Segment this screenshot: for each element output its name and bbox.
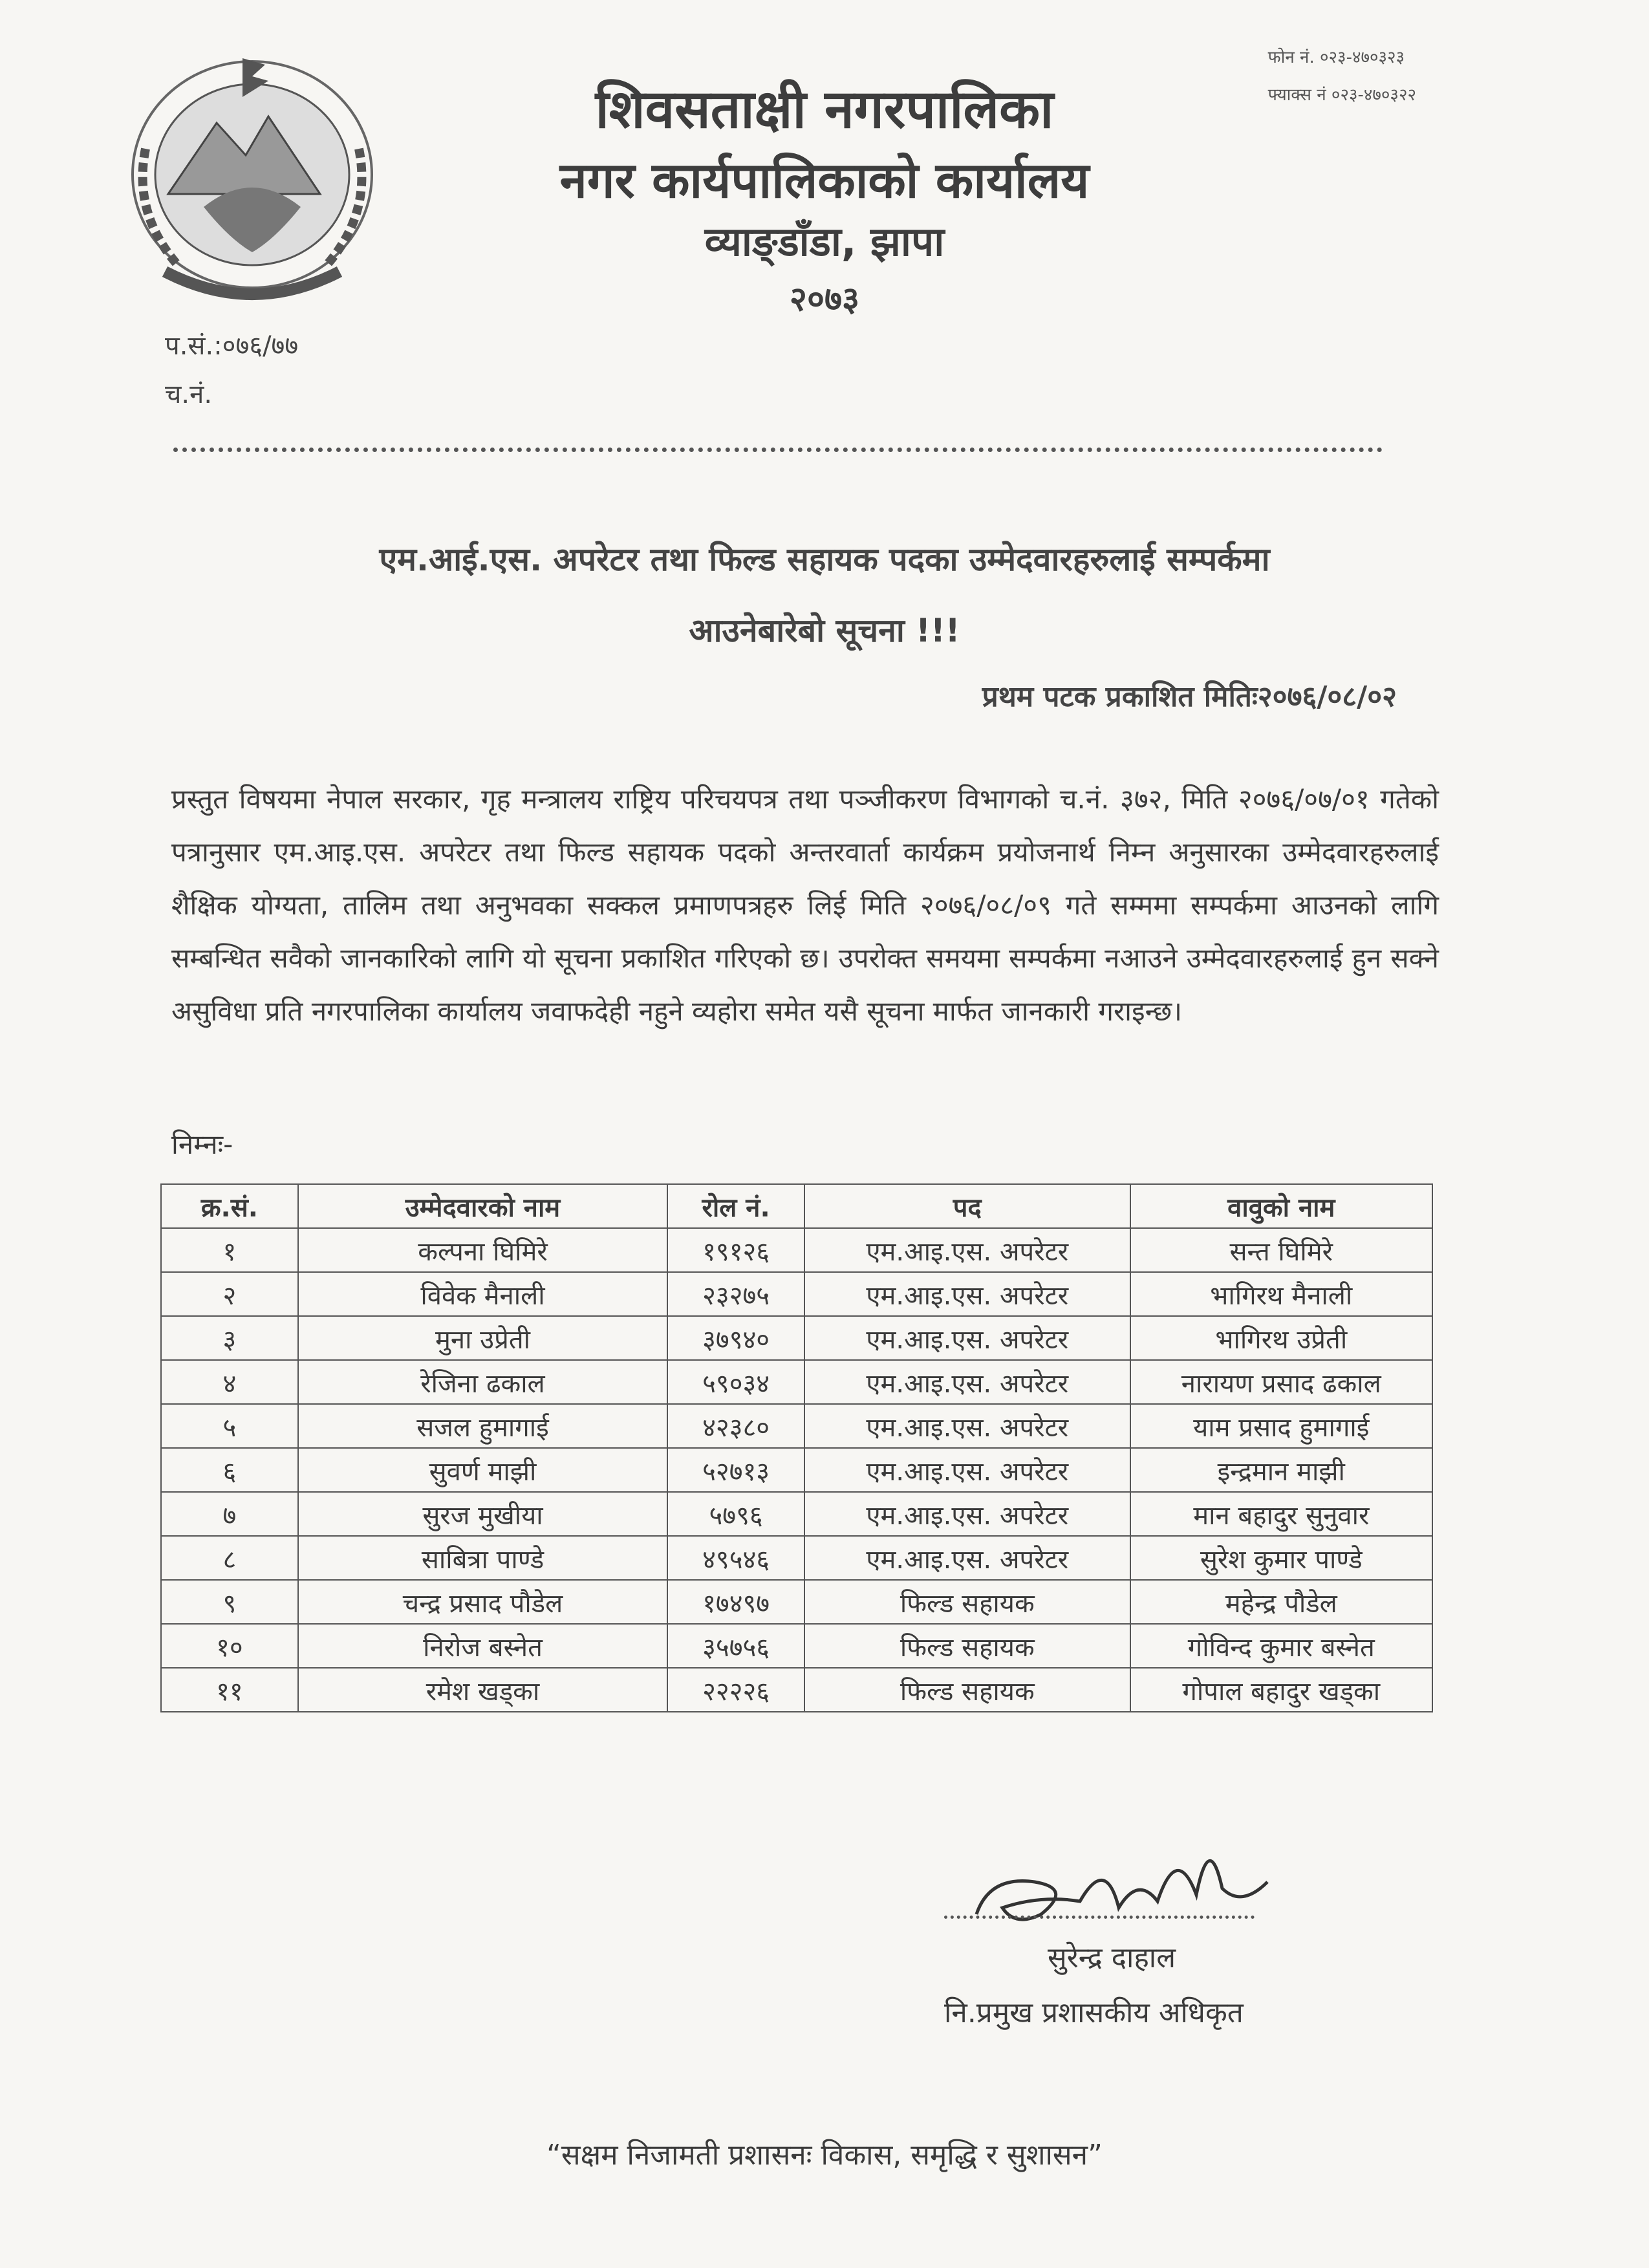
serial-cell: ६ (161, 1448, 298, 1492)
header-candidate-name: उम्मेदवारको नाम (298, 1184, 667, 1228)
roll-number-cell: ५९०३४ (667, 1360, 804, 1404)
roll-number-cell: १९१२६ (667, 1228, 804, 1272)
post-cell: फिल्ड सहायक (804, 1580, 1130, 1624)
table-row (161, 1624, 1432, 1668)
father-name-cell: सन्त घिमिरे (1130, 1228, 1432, 1272)
serial-cell: १० (161, 1624, 298, 1668)
serial-cell: ११ (161, 1668, 298, 1712)
candidate-name-cell: चन्द्र प्रसाद पौडेल (298, 1580, 667, 1624)
serial-cell: ३ (161, 1316, 298, 1360)
published-date: प्रथम पटक प्रकाशित मितिः२०७६/०८/०२ (982, 680, 1397, 713)
candidate-name-cell: रेजिना ढकाल (298, 1360, 667, 1404)
father-name-cell: गोपाल बहादुर खड्का (1130, 1668, 1432, 1712)
roll-number-cell: २२२२६ (667, 1668, 804, 1712)
roll-number-cell: ३५७५६ (667, 1624, 804, 1668)
candidate-name-cell: विवेक मैनाली (298, 1272, 667, 1316)
footer-motto: “सक्षम निजामती प्रशासनः विकास, समृद्धि र सुशासन” (546, 2139, 1103, 2172)
post-cell: एम.आइ.एस. अपरेटर (804, 1404, 1130, 1448)
roll-number-cell: ५२७१३ (667, 1448, 804, 1492)
father-name-cell: गोविन्द कुमार बस्नेत (1130, 1624, 1432, 1668)
notice-subject (0, 524, 1649, 666)
father-name-cell: मान बहादुर सुनुवार (1130, 1492, 1432, 1536)
signature-mark (964, 1817, 1352, 1947)
table-body (161, 1228, 1432, 1712)
post-cell: एम.आइ.एस. अपरेटर (804, 1536, 1130, 1580)
post-cell: एम.आइ.एस. अपरेटर (804, 1492, 1130, 1536)
post-cell: एम.आइ.एस. अपरेटर (804, 1228, 1130, 1272)
header-serial: क्र.सं. (161, 1184, 298, 1228)
table-row (161, 1492, 1432, 1536)
table-header-row (161, 1184, 1432, 1228)
candidate-name-cell: साबित्रा पाण्डे (298, 1536, 667, 1580)
table-row (161, 1360, 1432, 1404)
candidate-name-cell: निरोज बस्नेत (298, 1624, 667, 1668)
post-cell: एम.आइ.एस. अपरेटर (804, 1360, 1130, 1404)
roll-number-cell: ४९५४६ (667, 1536, 804, 1580)
candidate-table (160, 1183, 1433, 1712)
candidate-name-cell: सुरज मुखीया (298, 1492, 667, 1536)
subject-line-2: आउनेबारेबो सूचना !!! (689, 612, 960, 649)
candidate-name-cell: सुवर्ण माझी (298, 1448, 667, 1492)
serial-cell: २ (161, 1272, 298, 1316)
header-roll-number: रोल नं. (667, 1184, 804, 1228)
father-name-cell: सुरेश कुमार पाण्डे (1130, 1536, 1432, 1580)
candidate-name-cell: कल्पना घिमिरे (298, 1228, 667, 1272)
father-name-cell: भागिरथ मैनाली (1130, 1272, 1432, 1316)
roll-number-cell: ४२३८० (667, 1404, 804, 1448)
phone-number: फोन नं. ०२३-४७०३२३ (1267, 48, 1405, 67)
post-cell: फिल्ड सहायक (804, 1624, 1130, 1668)
father-name-cell: भागिरथ उप्रेती (1130, 1316, 1432, 1360)
candidate-name-cell: रमेश खड्का (298, 1668, 667, 1712)
serial-cell: ५ (161, 1404, 298, 1448)
fiscal-year-ref: प.सं.:०७६/७७ (165, 331, 299, 361)
header-post: पद (804, 1184, 1130, 1228)
roll-number-cell: १७४९७ (667, 1580, 804, 1624)
father-name-cell: याम प्रसाद हुमागाई (1130, 1404, 1432, 1448)
serial-cell: १ (161, 1228, 298, 1272)
table-row (161, 1228, 1432, 1272)
table-row (161, 1580, 1432, 1624)
notice-body: प्रस्तुत विषयमा नेपाल सरकार, गृह मन्त्रालय राष्ट्रिय परिचयपत्र तथा पञ्जीकरण विभागको च.नं. ३७२, मिति २०७६/०७/०१ गतेको पत्रानुसार एम.आइ.एस. अपरेटर तथा फिल्ड सहायक पदको अन्तरवार्ता कार्यक्रम प्रयोजनार्थ निम्न अनुसारका उम्मेदवारहरुलाई शैक्षिक योग्यता, तालिम तथा अनुभवका सक्कल प्रमाणपत्रहरु लिई मिति २०७६/०८/०९ गते सम्ममा सम्पर्कमा आउनको लागि सम्बन्धित सवैको जानकारिको लागि यो सूचना प्रकाशित गरिएको छ। उपरोक्त समयमा सम्पर्कमा नआउने उम्मेदवारहरुलाई हुन सक्ने असुविधा प्रति नगरपालिका कार्यालय जवाफदेही नहुने व्यहोरा समेत यसै सूचना मार्फत जानकारी गराइन्छ। (171, 783, 1439, 1027)
header-divider (173, 448, 1383, 452)
table-row (161, 1448, 1432, 1492)
table-row (161, 1668, 1432, 1712)
header-father-name: वावुको नाम (1130, 1184, 1432, 1228)
established-year: २०७३ (789, 280, 860, 319)
table-row (161, 1536, 1432, 1580)
candidate-name-cell: सजल हुमागाई (298, 1404, 667, 1448)
table-row (161, 1316, 1432, 1360)
post-cell: फिल्ड सहायक (804, 1668, 1130, 1712)
post-cell: एम.आइ.एस. अपरेटर (804, 1448, 1130, 1492)
father-name-cell: महेन्द्र पौडेल (1130, 1580, 1432, 1624)
father-name-cell: इन्द्रमान माझी (1130, 1448, 1432, 1492)
roll-number-cell: ३७९४० (667, 1316, 804, 1360)
office-location: व्याङ्डाँडा, झापा (704, 218, 945, 265)
post-cell: एम.आइ.एस. अपरेटर (804, 1316, 1130, 1360)
fax-number: फ्याक्स नं ०२३-४७०३२२ (1267, 85, 1416, 105)
serial-cell: ८ (161, 1536, 298, 1580)
father-name-cell: नारायण प्रसाद ढकाल (1130, 1360, 1432, 1404)
post-cell: एम.आइ.एस. अपरेटर (804, 1272, 1130, 1316)
below-label: निम्नः- (171, 1129, 233, 1160)
signatory-name: सुरेन्द्र दाहाल (1048, 1941, 1176, 1974)
subject-line-1: एम.आई.एस. अपरेटर तथा फिल्ड सहायक पदका उम्मेदवारहरुलाई सम्पर्कमा (379, 541, 1270, 578)
roll-number-cell: ५७९६ (667, 1492, 804, 1536)
signatory-title: नि.प्रमुख प्रशासकीय अधिकृत (944, 1996, 1244, 2029)
candidate-name-cell: मुना उप्रेती (298, 1316, 667, 1360)
serial-cell: ९ (161, 1580, 298, 1624)
roll-number-cell: २३२७५ (667, 1272, 804, 1316)
serial-cell: ७ (161, 1492, 298, 1536)
serial-cell: ४ (161, 1360, 298, 1404)
table-row (161, 1272, 1432, 1316)
table-row (161, 1404, 1432, 1448)
office-name: नगर कार्यपालिकाको कार्यालय (559, 151, 1090, 209)
signature-line (944, 1916, 1255, 1919)
municipality-name: शिवसताक्षी नगरपालिका (595, 79, 1054, 140)
dispatch-number: च.नं. (165, 380, 213, 409)
